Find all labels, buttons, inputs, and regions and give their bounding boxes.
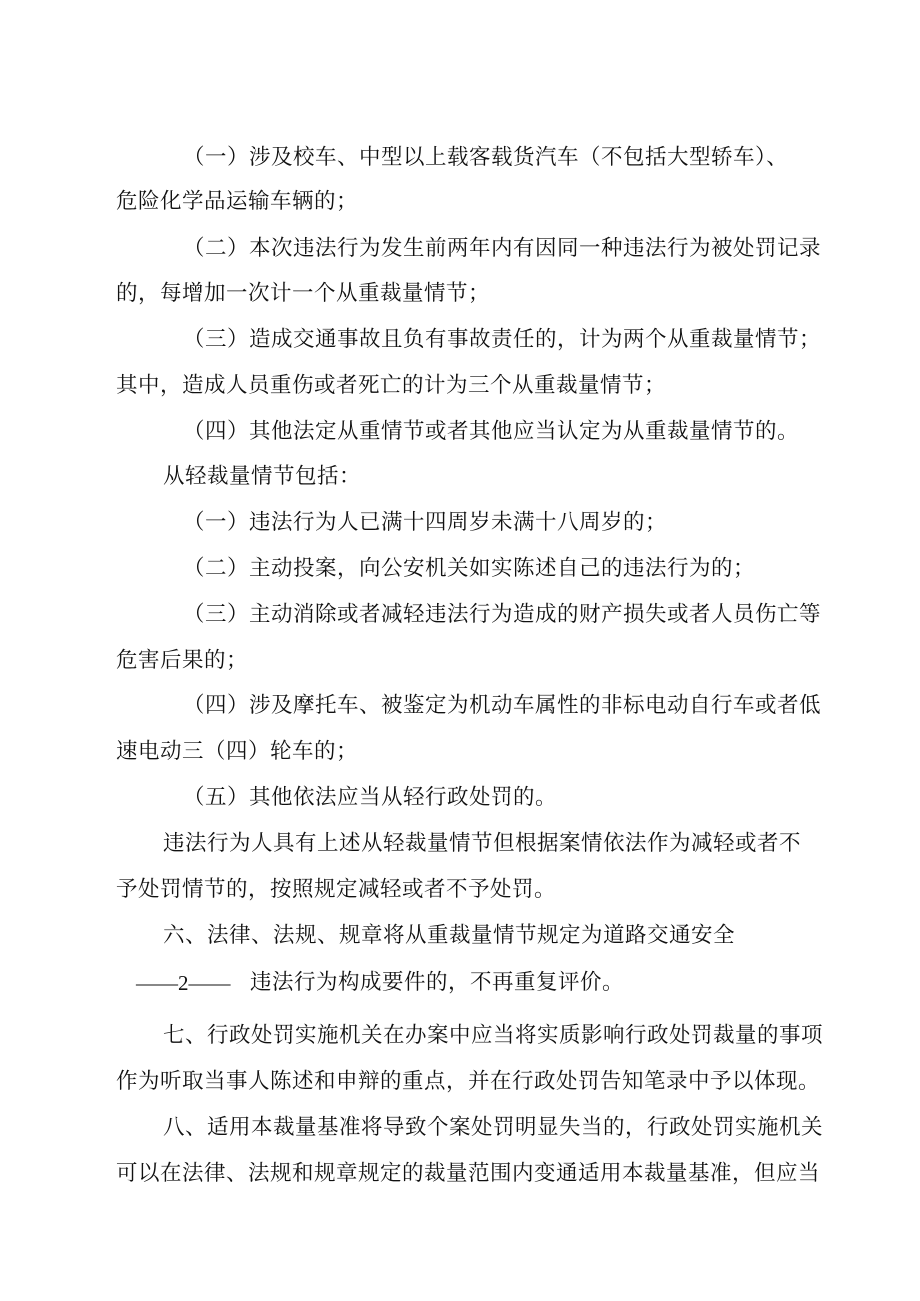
text-line-2: 危险化学品运输车辆的； — [116, 189, 359, 214]
text-line-7: （四）其他法定从重情节或者其他应当认定为从重裁量情节的。 — [183, 419, 800, 444]
text-line-4: 的，每增加一次计一个从重裁量情节； — [116, 281, 491, 306]
text-line-21: 作为听取当事人陈述和申辩的重点，并在行政处罚告知笔录中予以体现。 — [116, 1069, 821, 1094]
text-line-10: （二）主动投案，向公安机关如实陈述自己的违法行为的； — [183, 556, 756, 581]
text-line-15: （五）其他依法应当从轻行政处罚的。 — [183, 785, 558, 810]
text-line-14: 速电动三（四）轮车的； — [116, 739, 359, 764]
text-line-16: 违法行为人具有上述从轻裁量情节但根据案情依法作为减轻或者不 — [163, 831, 802, 856]
text-line-18: 六、法律、法规、规章将从重裁量情节规定为道路交通安全 — [163, 923, 736, 948]
page-number: ——2—— — [136, 971, 231, 995]
text-line-23: 可以在法律、法规和规章规定的裁量范围内变通适用本裁量基准，但应当 — [116, 1161, 821, 1186]
text-line-17: 予处罚情节的，按照规定减轻或者不予处罚。 — [116, 877, 557, 902]
text-line-12: 危害后果的； — [116, 648, 249, 673]
text-line-3: （二）本次违法行为发生前两年内有因同一种违法行为被处罚记录 — [183, 236, 822, 261]
text-line-11: （三）主动消除或者减轻违法行为造成的财产损失或者人员伤亡等 — [183, 602, 822, 627]
text-line-8: 从轻裁量情节包括： — [163, 464, 362, 489]
text-line-1: （一）涉及校车、中型以上载客载货汽车（不包括大型轿车）、 — [183, 145, 789, 170]
text-line-6: 其中，造成人员重伤或者死亡的计为三个从重裁量情节； — [116, 373, 667, 398]
text-line-22: 八、适用本裁量基准将导致个案处罚明显失当的，行政处罚实施机关 — [163, 1115, 824, 1140]
text-line-5: （三）造成交通事故且负有事故责任的，计为两个从重裁量情节； — [183, 327, 822, 352]
text-line-13: （四）涉及摩托车、被鉴定为机动车属性的非标电动自行车或者低 — [183, 693, 822, 718]
text-line-9: （一）违法行为人已满十四周岁未满十八周岁的； — [183, 510, 668, 535]
text-line-20: 七、行政处罚实施机关在办案中应当将实质影响行政处罚裁量的事项 — [163, 1023, 824, 1048]
text-line-19: 违法行为构成要件的，不再重复评价。 — [250, 970, 625, 995]
